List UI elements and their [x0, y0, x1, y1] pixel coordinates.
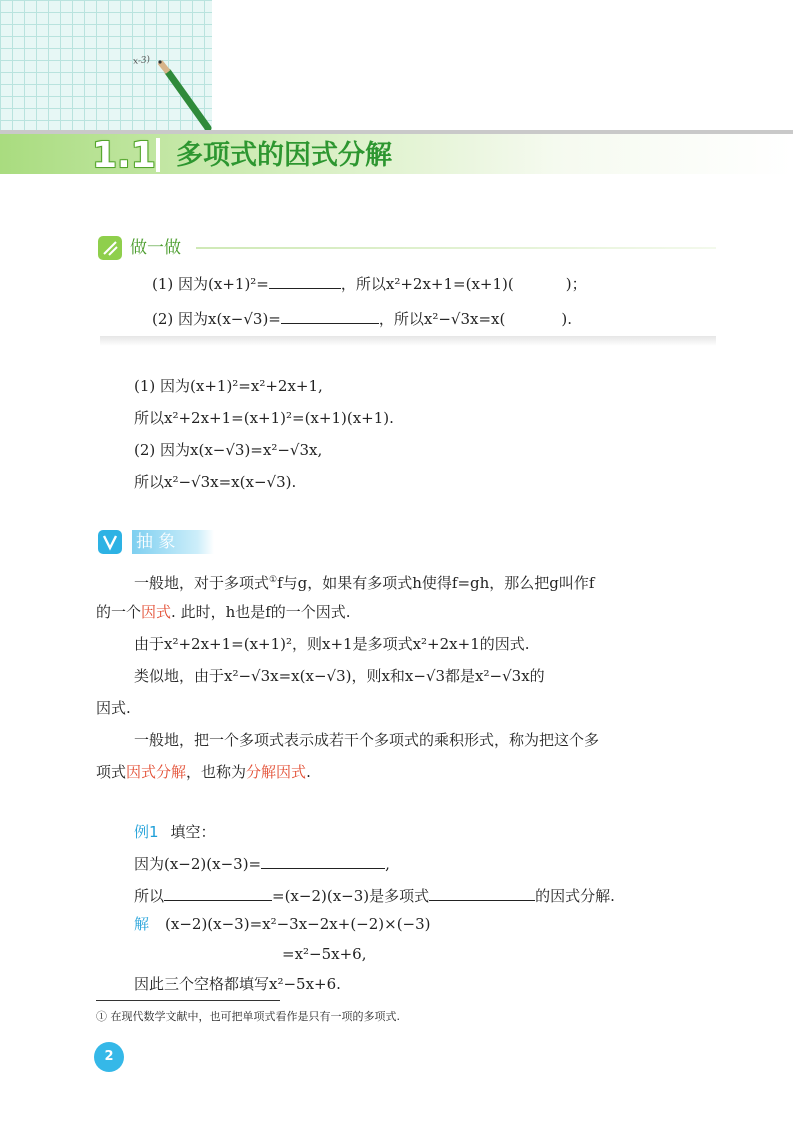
abstract-paragraph-3-cont: 因式.	[96, 699, 131, 717]
abstract-paragraph-3: 类似地，由于x²−√3x=x(x−√3)，则x和x−√3都是x²−√3x的	[134, 667, 545, 685]
answer-line-3: (2) 因为x(x−√3)=x²−√3x,	[134, 441, 323, 459]
pencil-icon	[0, 0, 212, 132]
abstract-paragraph-4-cont: 项式因式分解，也称为分解因式.	[96, 763, 311, 781]
term-factor: 因式	[141, 603, 172, 621]
solution-tag: 解	[134, 915, 150, 933]
answer-line-1: (1) 因为(x+1)²=x²+2x+1,	[134, 377, 323, 395]
blank	[269, 272, 341, 289]
abstract-paragraph-1-cont: 的一个因式. 此时，h也是f的一个因式.	[96, 603, 351, 621]
term-factorization: 因式分解	[126, 763, 187, 781]
chapter-title: 多项式的因式分解	[176, 140, 392, 171]
footnote: ① 在现代数学文献中，也可把单项式看作是只有一项的多项式.	[96, 1010, 400, 1023]
section-abstract-label: 抽 象	[132, 530, 214, 554]
solution-line-1: 解 (x−2)(x−3)=x²−3x−2x+(−2)×(−3)	[134, 915, 431, 933]
abstract-paragraph-1: 一般地，对于多项式①f与g，如果有多项式h使得f=gh，那么把g叫作f	[134, 574, 595, 592]
term-factoring: 分解因式	[246, 763, 307, 781]
try-question-2: (2) 因为x(x−√3)= ，所以x²−√3x=x( ).	[152, 305, 572, 333]
blank	[429, 884, 535, 901]
solution-line-2: =x²−5x+6,	[282, 945, 367, 963]
solution-line-3: 因此三个空格都填写x²−5x+6.	[134, 975, 341, 993]
blank	[261, 852, 385, 869]
try-box-shadow	[100, 336, 716, 346]
answer-line-2: 所以x²+2x+1=(x+1)²=(x+1)(x+1).	[134, 409, 394, 427]
pencil-ruler-icon	[98, 236, 122, 260]
chapter-number: 1.1	[92, 135, 156, 176]
abstract-paragraph-2: 由于x²+2x+1=(x+1)²，则x+1是多项式x²+2x+1的因式.	[134, 635, 530, 653]
section-try-label: 做一做	[130, 238, 181, 258]
abstract-paragraph-4: 一般地，把一个多项式表示成若干个多项式的乘积形式，称为把这个多	[134, 731, 600, 749]
section-try-bar	[196, 247, 716, 249]
abstract-icon	[98, 530, 122, 554]
chapter-separator	[156, 138, 160, 172]
try-question-1: (1) 因为(x+1)²= ，所以x²+2x+1=(x+1)( )；	[152, 270, 587, 298]
blank	[164, 884, 272, 901]
blank	[281, 307, 379, 324]
page-number: 2	[94, 1042, 124, 1072]
example-tag: 例1	[134, 823, 159, 841]
footnote-rule	[96, 1000, 280, 1001]
example-line-1: 因为(x−2)(x−3)= ,	[134, 850, 390, 878]
pencil-note: x-3)	[132, 54, 151, 68]
answer-line-4: 所以x²−√3x=x(x−√3).	[134, 473, 297, 491]
example-heading: 例1 填空：	[134, 823, 216, 841]
example-line-2: 所以 =(x−2)(x−3)是多项式 的因式分解.	[134, 882, 615, 910]
footnote-marker: ①	[269, 575, 278, 585]
